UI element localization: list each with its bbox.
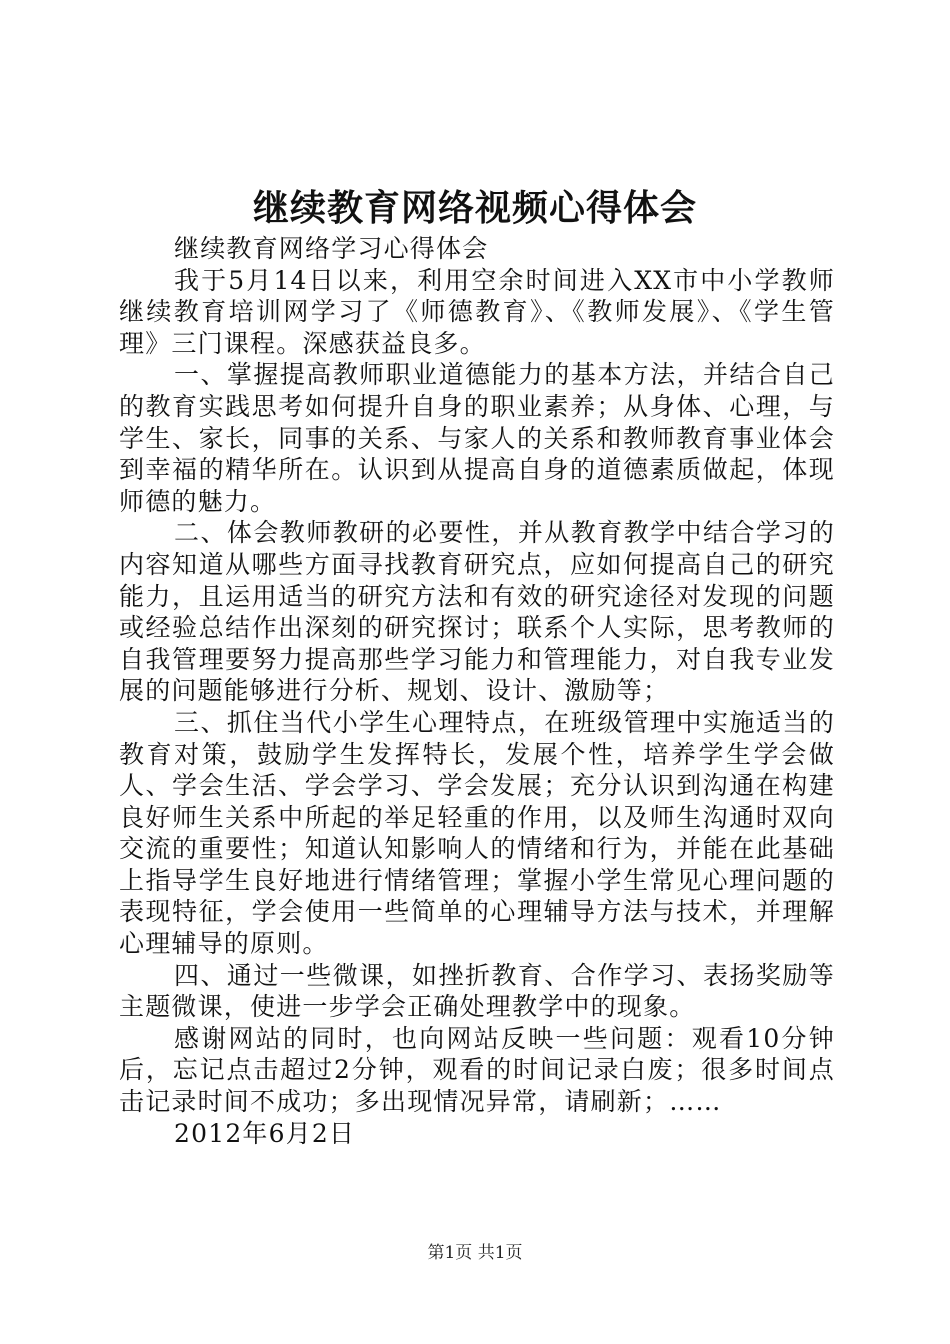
paragraph-point-two: 二、体会教师教研的必要性，并从教育教学中结合学习的内容知道从哪些方面寻找教育研究点，应如何提高自己的研究能力，且运用适当的研究方法和有效的研究途径对发现的问题或经验总结作出深刻的研究探讨；联系个人实际，思考教师的自我管理要努力提高那些学习能力和管理能力，对自我专业发展的问题能够进行分析、规划、设计、激励等； [119,518,835,706]
paragraph-point-three: 三、抓住当代小学生心理特点，在班级管理中实施适当的教育对策，鼓励学生发挥特长，发展个性，培养学生学会做人、学会生活、学会学习、学会发展；充分认识到沟通在构建良好师生关系中所起的举足轻重的作用，以及师生沟通时双向交流的重要性；知道认知影响人的情绪和行为，并能在此基础上指导学生良好地进行情绪管理；掌握小学生常见心理问题的表现特征，学会使用一些简单的心理辅导方法与技术，并理解心理辅导的原则。 [119,707,835,959]
paragraph-point-four: 四、通过一些微课，如挫折教育、合作学习、表扬奖励等主题微课，使进一步学会正确处理教学中的现象。 [119,960,835,1022]
document-title: 继续教育网络视频心得体会 [252,187,697,229]
document-body [119,233,835,1149]
page-number-footer: 第1页 共1页 [427,1243,523,1263]
document-date: 2012年6月2日 [174,1118,356,1148]
paragraph-point-one: 一、掌握提高教师职业道德能力的基本方法，并结合自己的教育实践思考如何提升自身的职业素养；从身体、心理，与学生、家长，同事的关系、与家人的关系和教师教育事业体会到幸福的精华所在。认识到从提高自身的道德素质做起，体现师德的魅力。 [119,360,835,516]
document-subtitle: 继续教育网络学习心得体会 [174,234,489,263]
paragraph-feedback: 感谢网站的同时，也向网站反映一些问题：观看10分钟后，忘记点击超过2分钟，观看的时间记录白废；很多时间点击记录时间不成功；多出现情况异常，请刷新；…… [119,1023,835,1117]
paragraph-intro: 我于5月14日以来，利用空余时间进入XX市中小学教师继续教育培训网学习了《师德教育》、《教师发展》、《学生管理》三门课程。深感获益良多。 [119,265,835,358]
